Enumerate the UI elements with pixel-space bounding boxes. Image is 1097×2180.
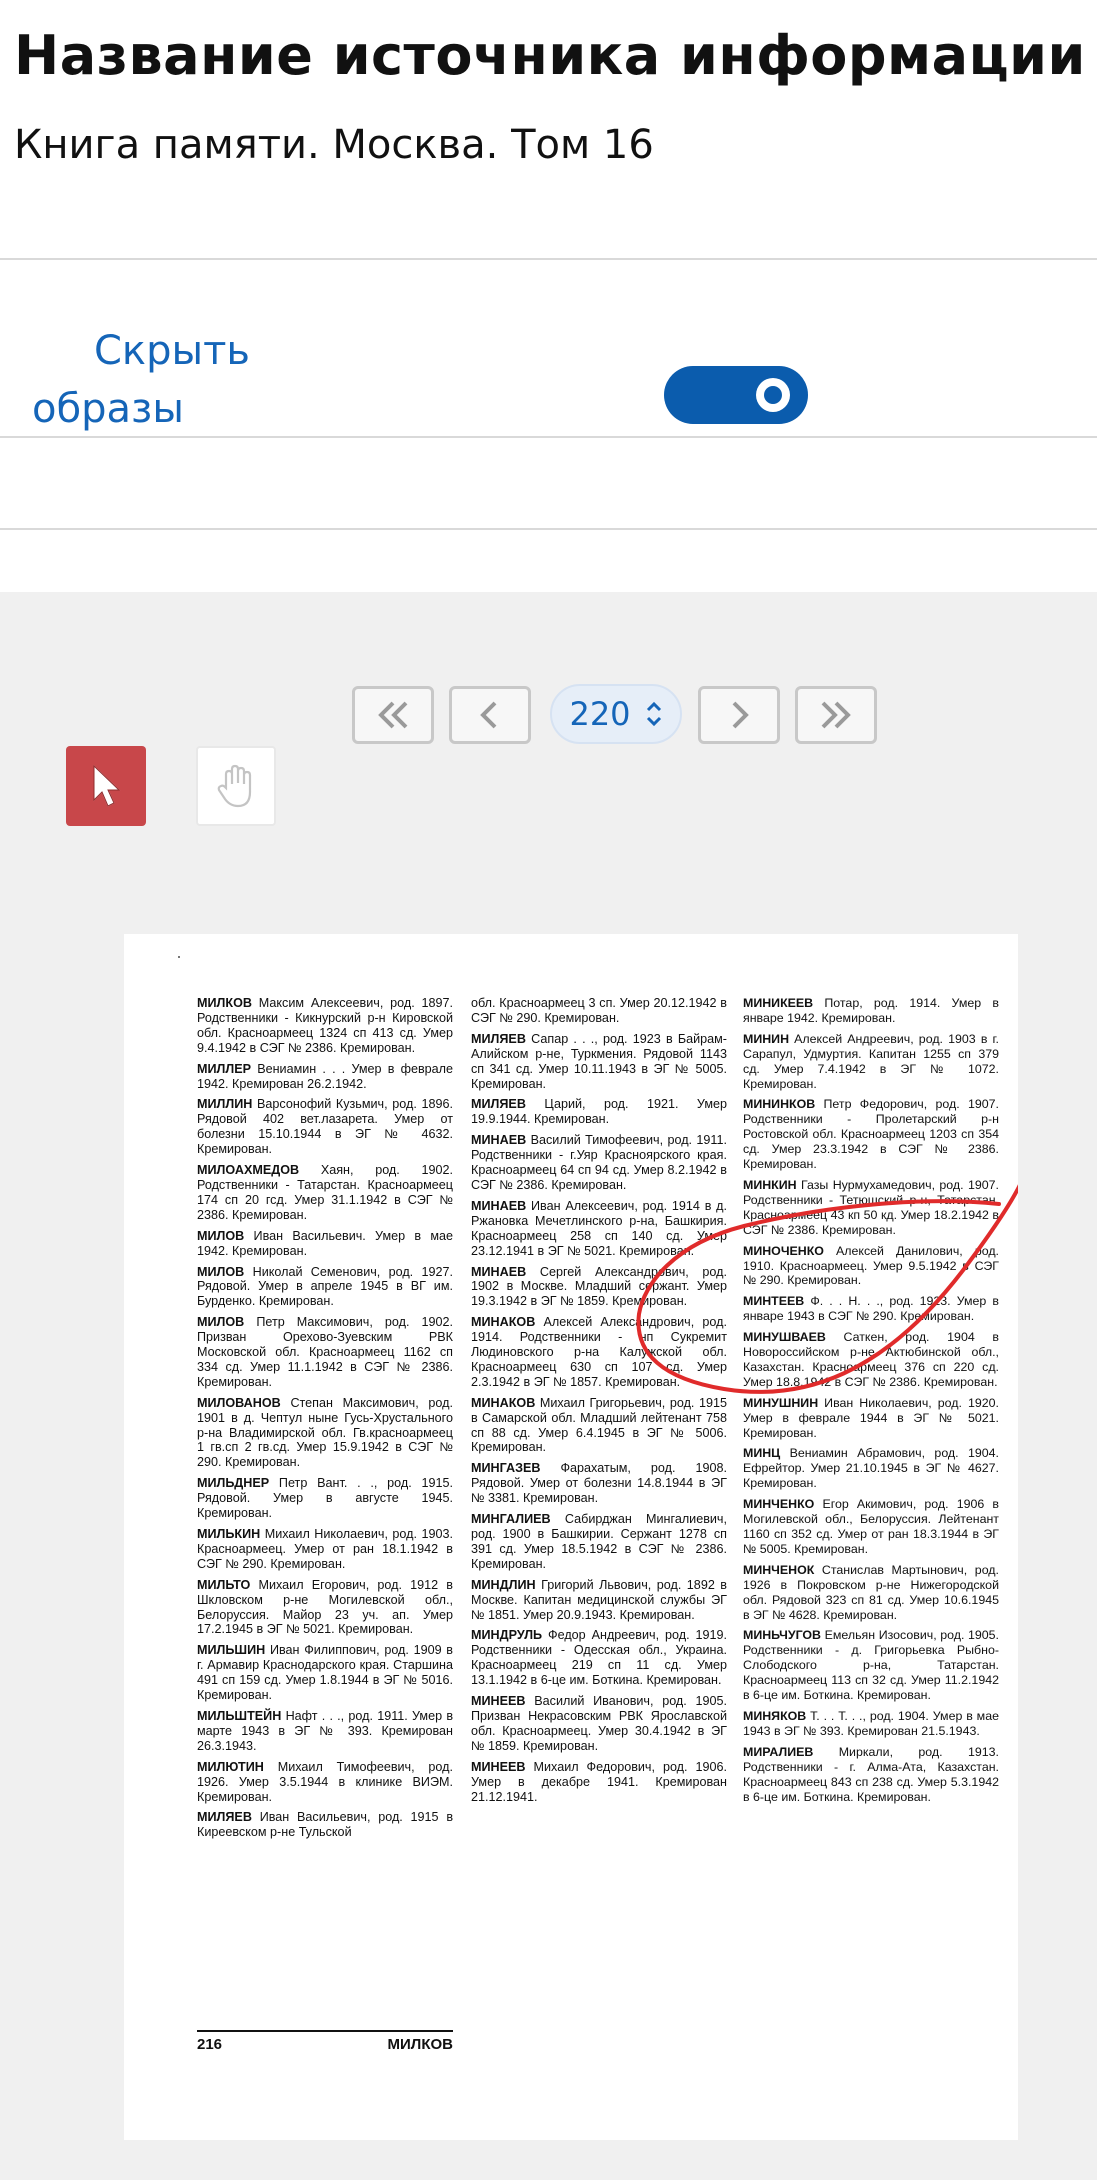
document-page (124, 934, 1018, 2140)
memorial-entry: МИЛОВ Петр Максимович, род. 1902. Призван Орехово-Зуевским РВК Московской обл. Красноармеец 1162 сп 334 сд. Умер 11.1.1942 в СЭГ № 2386. Кремирован. (197, 1315, 454, 1389)
chevron-left-icon (470, 698, 510, 732)
memorial-entry: МИЛОАХМЕДОВ Хаян, род. 1902. Родственники - Татарстан. Красноармеец 174 сп 20 гсд. Умер 31.1.1942 в СЭГ № 2386. Кремирован. (197, 1163, 453, 1222)
memorial-entry: МИРАЛИЕВ Миркали, род. 1913. Родственники - г. Алма-Ата, Казахстан. Красноармеец 843 сп 238 сд. Умер 5.3.1942 в 6-це им. Боткина. Кремирован. (743, 1744, 999, 1804)
page-title: Название источника информации (14, 24, 1086, 87)
hand-icon (210, 760, 262, 812)
next-page-button[interactable] (698, 686, 780, 744)
memorial-entry-highlighted: МИНКИН Газы Нурмухамедович, род. 1907. Родственники - Тетюшский р-н, Татарстан. Красноармеец 43 кп 50 кд. Умер 18.2.1942 в СЭГ № 2386. Кремирован. (743, 1177, 999, 1237)
running-head-name: МИЛКОВ (387, 2036, 453, 2053)
memorial-entry: МИНЕЕВ Василий Иванович, род. 1905. Призван Некрасовским РВК Ярославской обл. Красноармеец. Умер 30.4.1942 в ЭГ № 1859. Кремирован. (471, 1694, 728, 1753)
memorial-entry: обл. Красноармеец 3 сп. Умер 20.12.1942 в СЭГ № 290. Кремирован. (471, 996, 727, 1025)
text-column-1 (197, 996, 453, 1846)
first-page-button[interactable] (352, 686, 434, 744)
memorial-entry: МИЛЯЕВ Иван Васильевич, род. 1915 в Киреевском р-не Тульской (197, 1810, 454, 1840)
memorial-entry: МИНЧЕНОК Станислав Мартынович, род. 1926 в Покровском р-не Нижегородской обл. Рядовой 323 сп 81 сд. Умер 10.6.1945 в ЭГ № 4628. Кремирован. (743, 1562, 999, 1622)
text-column-2 (471, 996, 727, 1810)
memorial-entry: МИЛКОВ Максим Алексеевич, род. 1897. Родственники - Кикнурский р-н Кировской обл. Красноармеец 1324 сп 413 сд. Умер 9.4.1942 в СЭГ № 2386. Кремирован. (197, 996, 453, 1055)
memorial-entry: МИНИН Алексей Андреевич, род. 1903 в г. Сарапул, Удмуртия. Капитан 1255 сп 379 сд. Умер 7.4.1942 в ЭГ № 1072. Кремирован. (743, 1031, 999, 1091)
memorial-entry: МИНАКОВ Алексей Александрович, род. 1914. Родственники - нп Сукремит Людиновского р-на Калужской обл. Красноармеец 630 сп 107 сд. Умер 2.3.1942 в ЭГ № 1857. Кремирован. (471, 1315, 727, 1389)
memorial-entry: МИНУШНИН Иван Николаевич, род. 1920. Умер в феврале 1944 в ЭГ № 5021. Кремирован. (743, 1395, 999, 1440)
memorial-entry: МИНОЧЕНКО Алексей Данилович, род. 1910. Красноармеец. Умер 9.5.1942 в СЭГ № 290. Кремирован. (743, 1243, 999, 1288)
memorial-entry: МИНИКЕЕВ Потар, род. 1914. Умер в январе 1942. Кремирован. (743, 996, 999, 1025)
scan-speck (178, 956, 180, 958)
divider (0, 528, 1097, 530)
hide-images-label (32, 322, 292, 438)
memorial-entry: МИНАЕВ Иван Алексеевич, род. 1914 в д. Ржановка Мечетлинского р-на, Башкирия. Красноармеец 258 сп 140 сд. Умер 23.12.1941 в ЭГ № 5021. Кремирован. (471, 1198, 727, 1258)
page-select[interactable] (550, 684, 682, 744)
toggle-knob (756, 378, 790, 412)
chevron-right-icon (719, 698, 759, 732)
hide-images-label-line1: Скрыть (94, 328, 250, 374)
current-page-number: 220 (569, 695, 631, 733)
pointer-cursor-icon (80, 760, 132, 812)
memorial-entry: МИНАЕВ Сергей Александрович, род. 1902 в Москве. Младший сержант. Умер 19.3.1942 в ЭГ № 1859. Кремирован. (471, 1264, 727, 1309)
prev-page-button[interactable] (449, 686, 531, 744)
memorial-entry: МИЛЬТО Михаил Егорович, род. 1912 в Шкловском р-не Могилевской обл., Белоруссия. Майор 23 уч. ап. Умер 17.2.1945 в ЭГ № 5021. Кремирован. (197, 1577, 453, 1637)
memorial-entry: МИНУШВАЕВ Саткен, род. 1904 в Новороссийском р-не Актюбинской обл., Казахстан. Красноармеец 376 сп 220 сд. Умер 18.8.1942 в СЭГ № 2386. Кремирован. (743, 1330, 999, 1389)
memorial-entry: МИЛЯЕВ Сапар . . ., род. 1923 в Байрам-Алийском р-не, Туркмения. Рядовой 1143 сп 341 сд. Умер 10.11.1943 в ЭГ № 5005. Кремирован. (471, 1031, 727, 1091)
memorial-entry: МИНДЛИН Григорий Львович, род. 1892 в Москве. Капитан медицинской службы ЭГ № 1851. Умер 20.9.1943. Кремирован. (471, 1577, 727, 1622)
memorial-entry: МИЛОВ Николай Семенович, род. 1927. Рядовой. Умер в апреле 1945 в ВГ им. Бурденко. Кремирован. (197, 1264, 453, 1309)
memorial-entry: МИНЯКОВ Т. . . Т. . ., род. 1904. Умер в мае 1943 в ЭГ № 393. Кремирован 21.5.1943. (743, 1708, 999, 1738)
footer-rule (197, 2030, 453, 2032)
memorial-entry: МИЛЯЕВ Царий, род. 1921. Умер 19.9.1944. Кремирован. (471, 1097, 727, 1127)
memorial-entry: МИНИНКОВ Петр Федорович, род. 1907. Родственники - Пролетарский р-н Ростовской обл. Красноармеец 1203 сп 354 сд. Умер 23.3.1942 в СЭГ № 2386. Кремирован. (743, 1097, 1000, 1172)
memorial-entry: МИНЕЕВ Михаил Федорович, род. 1906. Умер в декабре 1941. Кремирован 21.12.1941. (471, 1759, 728, 1804)
chevron-up-down-icon (645, 699, 663, 729)
hide-images-label-line2: образы (32, 386, 184, 432)
memorial-entry: МИНГАЛИЕВ Сабирджан Мингалиевич, род. 1900 в Башкирии. Сержант 1278 сп 391 сд. Умер 18.5.1942 в СЭГ № 2386. Кремирован. (471, 1512, 727, 1571)
double-chevron-left-icon (373, 698, 413, 732)
hide-images-toggle[interactable] (664, 366, 808, 424)
memorial-entry: МИНЧЕНКО Егор Акимович, род. 1906 в Могилевской обл., Белоруссия. Лейтенант 1160 сп 352 сд. Умер от ран 18.3.1944 в ЭГ № 5005. Кремирован. (743, 1497, 999, 1556)
divider (0, 258, 1097, 260)
memorial-entry: МИНДРУЛЬ Федор Андреевич, род. 1919. Родственники - Одесская обл., Украина. Красноармеец 219 сп 11 сд. Умер 13.1.1942 в 6-це им. Боткина. Кремирован. (471, 1628, 728, 1688)
memorial-entry: МИНЬЧУГОВ Емельян Изосович, род. 1905. Родственники - д. Григорьевка Рыбно-Слободского р-на, Татарстан. Красноармеец 113 сп 32 сд. Умер 11.2.1942 в 6-це им. Боткина. Кремирован. (743, 1628, 1000, 1703)
memorial-entry: МИНТЕЕВ Ф. . . Н. . ., род. 1923. Умер в январе 1943 в СЭГ № 290. Кремирован. (743, 1294, 999, 1324)
double-chevron-right-icon (816, 698, 856, 732)
source-name: Книга памяти. Москва. Том 16 (14, 122, 654, 168)
memorial-entry: МИЛОВАНОВ Степан Максимович, род. 1901 в д. Чептул ныне Гусь-Хрустального р-на Владимирской обл. Гв.красноармеец 1 гв.сп 2 гв.сд. Умер 15.9.1942 в СЭГ № 290. Кремирован. (197, 1395, 453, 1470)
memorial-entry: МИЛЬКИН Михаил Николаевич, род. 1903. Красноармеец. Умер от ран 18.1.1942 в СЭГ № 290. Кремирован. (197, 1527, 454, 1571)
memorial-entry: МИНЦ Вениамин Абрамович, род. 1904. Ефрейтор. Умер 21.10.1945 в ЭГ № 4627. Кремирован. (743, 1446, 999, 1491)
memorial-entry: МИЛЬДНЕР Петр Вант. . ., род. 1915. Рядовой. Умер в августе 1945. Кремирован. (197, 1476, 454, 1521)
memorial-entry: МИЛЬШТЕЙН Нафт . . ., род. 1911. Умер в марте 1943 в ЭГ № 393. Кремирован 26.3.1943. (197, 1708, 454, 1753)
pointer-tool-button[interactable] (66, 746, 146, 826)
memorial-entry: МИНАЕВ Василий Тимофеевич, род. 1911. Родственники - г.Уяр Красноярского края. Красноармеец 64 сп 94 сд. Умер 8.2.1942 в СЭГ № 2386. Кремирован. (471, 1133, 727, 1192)
memorial-entry: МИЛОВ Иван Васильевич. Умер в мае 1942. Кремирован. (197, 1228, 454, 1258)
hand-tool-button[interactable] (196, 746, 276, 826)
divider (0, 436, 1097, 438)
memorial-entry: МИНАКОВ Михаил Григорьевич, род. 1915 в Самарской обл. Младший лейтенант 758 сп 88 сд. Умер 6.4.1945 в ЭГ № 5006. Кремирован. (471, 1395, 727, 1455)
last-page-button[interactable] (795, 686, 877, 744)
book-page-number: 216 (197, 2036, 223, 2053)
text-column-3 (743, 996, 999, 1810)
memorial-entry: МИЛЛИН Варсонофий Кузьмич, род. 1896. Рядовой 402 вет.лазарета. Умер от болезни 15.10.1944 в ЭГ № 4632. Кремирован. (197, 1097, 453, 1157)
memorial-entry: МИЛЛЕР Вениамин . . . Умер в феврале 1942. Кремирован 26.2.1942. (197, 1061, 454, 1091)
memorial-entry: МИЛЬШИН Иван Филиппович, род. 1909 в г. Армавир Краснодарского края. Старшина 491 сп 159 сд. Умер 1.8.1944 в ЭГ № 5016. Кремирован. (197, 1643, 453, 1703)
memorial-entry: МИНГАЗЕВ Фарахатым, род. 1908. Рядовой. Умер от болезни 14.8.1944 в ЭГ № 3381. Кремирован. (471, 1461, 727, 1506)
memorial-entry: МИЛЮТИН Михаил Тимофеевич, род. 1926. Умер 3.5.1944 в клинике ВИЭМ. Кремирован. (197, 1759, 454, 1804)
